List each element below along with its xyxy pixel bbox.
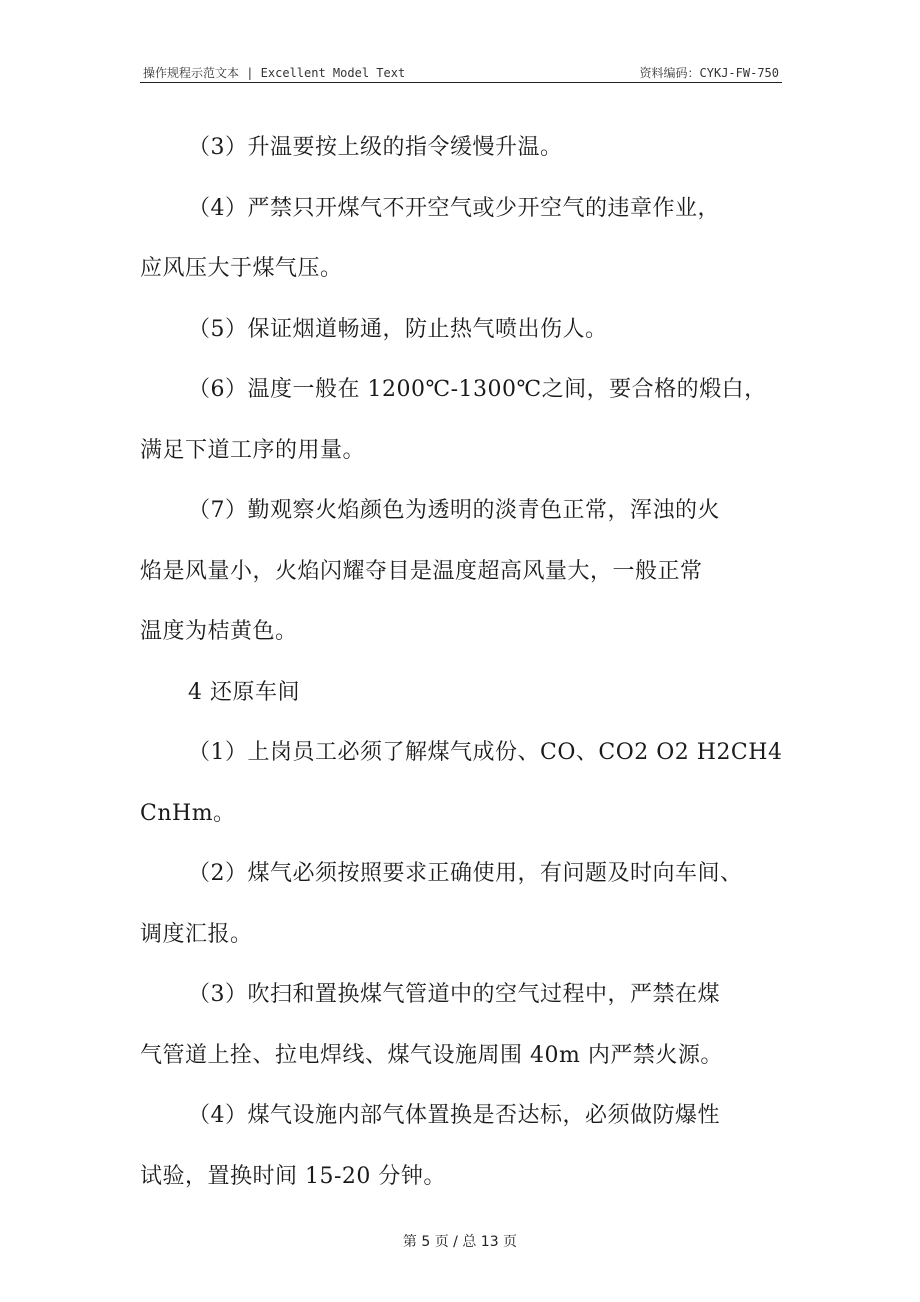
paragraph-line: （5）保证烟道畅通，防止热气喷出伤人。: [188, 316, 608, 342]
paragraph-line: 气管道上拴、拉电焊线、煤气设施周围 40m 内严禁火源。: [140, 1042, 723, 1068]
paragraph-line: （1）上岗员工必须了解煤气成份、CO、CO2 O2 H2CH4: [188, 740, 783, 765]
paragraph-line: 温度为桔黄色。: [140, 619, 298, 644]
paragraph-line: 满足下道工序的用量。: [140, 437, 366, 463]
paragraph-line: 应风压大于煤气压。: [140, 256, 343, 281]
header-doc-code: 资料编码：CYKJ-FW-750: [639, 66, 779, 80]
paragraph-line: 调度汇报。: [140, 921, 253, 947]
paragraph-line: （3）吹扫和置换煤气管道中的空气过程中，严禁在煤: [188, 982, 720, 1007]
paragraph-line: CnHm。: [140, 800, 236, 826]
paragraph-line: （3）升温要按上级的指令缓慢升温。: [188, 135, 563, 160]
header-title: 操作规程示范文本 | Excellent Model Text: [143, 66, 406, 80]
page-header: [140, 62, 782, 83]
paragraph-line: （6）温度一般在 1200℃-1300℃之间，要合格的煅白，: [188, 377, 767, 402]
paragraph-line: （4）严禁只开煤气不开空气或少开空气的违章作业，: [188, 195, 720, 221]
page-number: 第 5 页 / 总 13 页: [402, 1234, 518, 1250]
page-footer: [0, 1231, 920, 1251]
paragraph-line: （2）煤气必须按照要求正确使用，有问题及时向车间、: [188, 861, 743, 886]
document-body: [140, 118, 785, 1207]
paragraph-line: （4）煤气设施内部气体置换是否达标，必须做防爆性: [188, 1103, 720, 1128]
section-heading: 4 还原车间: [188, 679, 300, 705]
paragraph-line: （7）勤观察火焰颜色为透明的淡青色正常，浑浊的火: [188, 498, 720, 523]
paragraph-line: 焰是风量小，火焰闪耀夺目是温度超高风量大，一般正常: [140, 558, 703, 584]
paragraph-line: 试验，置换时间 15-20 分钟。: [140, 1163, 446, 1189]
